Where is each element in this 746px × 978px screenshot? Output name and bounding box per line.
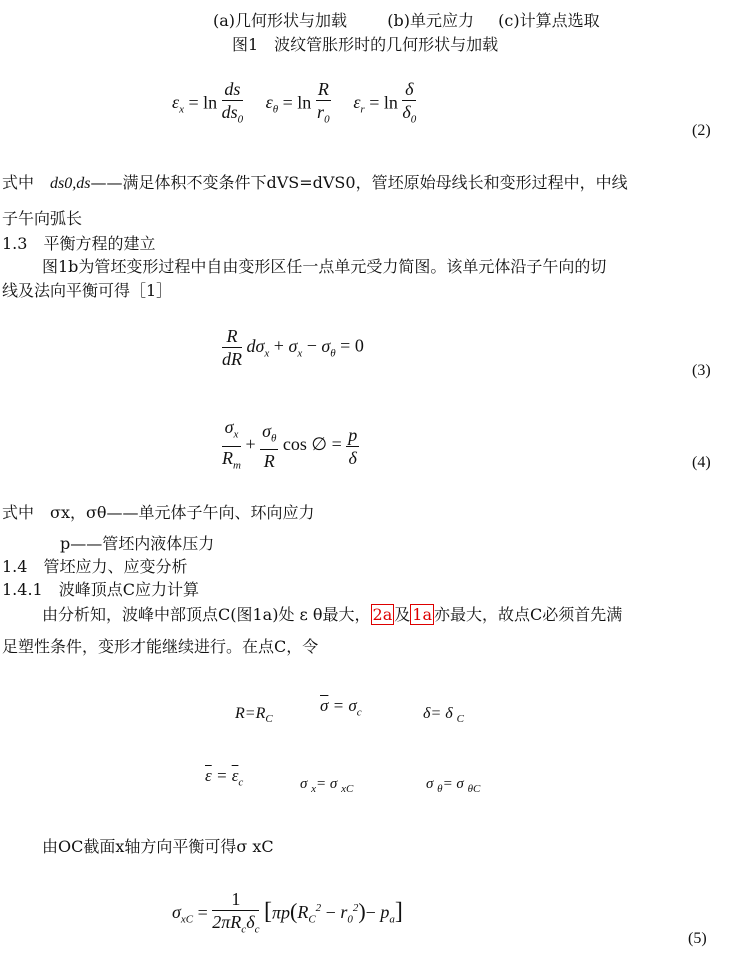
para1-line2: 子午向弧长 — [2, 209, 83, 228]
para3-prefix: 式中 — [2, 503, 51, 522]
equation-4: $\frac{\sigma_x}{R_m}$ + $\frac{\sigma_\theta}{R}$ cos ∅ = $\frac{p}{\delta}$ — [222, 417, 358, 472]
para4-line2: 足塑性条件，变形才能继续进行。在点C，令 — [2, 637, 319, 656]
para5: 由OC截面x轴方向平衡可得σ xC — [42, 837, 274, 856]
equation-3: $\frac{R}{dR}$ $d\sigma_x + \sigma_x - \sigma_\theta = 0$ — [222, 326, 364, 369]
para3-line2: p——管坯内液体压力 — [60, 534, 215, 553]
para4-part1: 由分析知，波峰中部顶点C(图1a)处 ε θ最大， — [42, 605, 371, 624]
figure-caption: 图1 波纹管胀形时的几何形状与加载 — [232, 35, 499, 54]
equation-5-number: (5) — [688, 930, 707, 947]
subcaption-a: (a)几何形状与加载 — [213, 11, 348, 30]
subcaption-b: (b)单元应力 — [387, 11, 474, 30]
para4-part3: 亦最大，故点C必须首先满 — [434, 605, 623, 624]
equation-5: $\sigma_{xC}$ = $\frac{1}{2\pi R_c\delta_c}$ $[\pi p(R_C^2 - r_0^2)- p_a]$ — [172, 889, 403, 936]
para1-text: ——满足体积不变条件下dVS=dVS0，管坯原始母线长和变形过程中，中线 — [90, 173, 628, 192]
section-1-4-1: 1.4.1 波峰顶点C应力计算 — [2, 580, 199, 599]
para1-prefix: 式中 — [2, 173, 51, 192]
para3-text: σx，σθ——单元体子午向、环向应力 — [50, 503, 315, 522]
section-1-3: 1.3 平衡方程的建立 — [2, 234, 156, 253]
definition-delta: δ= δ $_C$ — [423, 705, 465, 726]
subcaption-c: (c)计算点选取 — [498, 11, 600, 30]
link-2a[interactable]: 2a — [372, 605, 393, 624]
para2-line1: 图1b为管坯变形过程中自由变形区任一点单元受力简图。该单元体沿子午向的切 — [42, 257, 607, 276]
para4-part2: 及 — [394, 605, 411, 624]
para2-line2: 线及法向平衡可得［1］ — [2, 281, 173, 300]
definition-sigma-theta: σ $_\theta$= σ $_{\theta C}$ — [426, 776, 481, 795]
link-1a[interactable]: 1a — [412, 605, 432, 624]
definition-sigma-x: σ $_x$= σ $_{xC}$ — [300, 776, 354, 795]
definition-R: $R=R_C$ — [235, 705, 273, 726]
equation-2-number: (2) — [692, 122, 711, 139]
definition-sigma-bar: $\overline{\sigma} = \sigma_c$ — [320, 696, 362, 719]
definition-epsilon-bar: $\overline{\varepsilon} = \overline{\varepsilon}_c$ — [205, 766, 244, 789]
para1-symbols: ds0,ds — [50, 175, 91, 192]
equation-3-number: (3) — [692, 362, 711, 379]
equation-4-number: (4) — [692, 454, 711, 471]
section-1-4: 1.4 管坯应力、应变分析 — [2, 557, 188, 576]
equation-2: $\varepsilon_x = \ln$ $\frac{ds}{ds_0}$ $\varepsilon_\theta = \ln$ $\frac{R}{r_0}$ $\varepsilon_r = \ln$ $\frac{\delta}{\delta_0}$ — [172, 79, 417, 126]
